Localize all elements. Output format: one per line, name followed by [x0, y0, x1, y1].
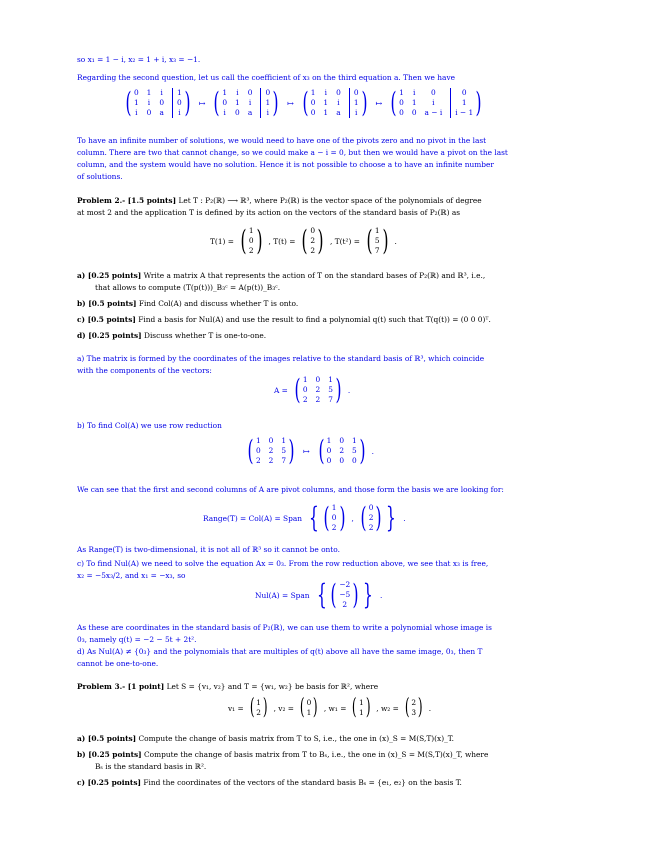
matrix-entry: i	[248, 98, 252, 107]
paragraph-line: column. There are two that cannot change, so we could make a − i = 0, but then we would have a pivot on the last	[77, 148, 508, 157]
matrix-entry: 0	[222, 98, 228, 107]
question-text: that allows to compute (T(p(t)))_B₃ᶜ = A(p(t))_B₃ᶜ.	[95, 283, 281, 292]
matrix-entry: 0	[310, 98, 316, 107]
equation-label: , T(t) =	[268, 236, 296, 246]
question-label: b) [0.5 points]	[77, 299, 137, 308]
answer-line: b) To find Col(A) we use row reduction	[77, 421, 222, 430]
vector-entry: 5	[374, 236, 380, 245]
question-label: a) [0.5 points]	[77, 734, 137, 743]
matrix-entry: 1	[260, 98, 270, 108]
matrix-entry: a − i	[424, 108, 443, 117]
vector-entry: 2	[248, 246, 254, 255]
equation-label: Nul(A) = Span	[255, 590, 310, 600]
matrix-entry: 0	[133, 88, 139, 97]
column-vector: ( 0 2 2 )	[360, 501, 382, 534]
matrix-a: ( 1 0 1 0 2 5 2 2 7 )	[294, 373, 342, 406]
vector-entry: 1	[331, 503, 337, 512]
col-a-row-reduction: ( 1 0 1 0 2 5 2 2 7 ) ↦ ( 1 0 1 0 2 5 0 0 0 ) .	[244, 436, 374, 466]
matrix-entry: i	[135, 108, 138, 117]
question-label: a) [0.25 points]	[77, 271, 142, 280]
second-question-intro: Regarding the second question, let us call the coefficient of x₃ on the third equation a. Then we have	[77, 73, 455, 82]
matrix-entry: 1	[255, 436, 261, 445]
augmented-matrix: ( 1 i 0 0 0 1 i 1 i 0 a i )	[213, 86, 279, 119]
column-vector: ( 0 2 2 )	[301, 224, 324, 257]
matrix-entry: 0	[411, 108, 417, 117]
augmented-matrix: ( 1 i 0 0 0 1 i 1 0 1 a i )	[302, 86, 368, 119]
answer-line: We can see that the first and second columns of A are pivot columns, and those form the basis we are looking for:	[77, 485, 504, 494]
vector-entry: 2	[256, 708, 261, 717]
matrix-entry: 0	[326, 446, 332, 455]
matrix-entry: 0	[310, 108, 316, 117]
matrix-entry: 1	[323, 108, 329, 117]
paragraph-line: To have an infinite number of solutions, we would need to have one of the pivots zero and no pivot in the last	[77, 136, 487, 145]
answer-line: a) The matrix is formed by the coordinates of the images relative to the standard basis of ℝ³, which coincide	[77, 354, 485, 363]
equation-label: , w₂ =	[376, 703, 399, 713]
question-label: c) [0.5 points]	[77, 315, 136, 324]
equation-label: T(1) =	[210, 236, 234, 246]
problem-2-title: Problem 2.- [1.5 points]	[77, 196, 177, 205]
answer-line: As these are coordinates in the standard basis of P₂(ℝ), we can use them to write a polynomial whose image is	[77, 623, 492, 632]
matrix-entry: 0	[255, 446, 261, 455]
question-label: b) [0.25 points]	[77, 750, 142, 759]
matrix-entry: 1	[222, 88, 228, 97]
matrix-entry: 1	[349, 98, 359, 108]
augmented-row-reduction	[122, 88, 485, 118]
matrix-entry: 5	[352, 446, 357, 455]
equation-label: A =	[274, 385, 288, 395]
answer-line: with the components of the vectors:	[77, 366, 212, 375]
matrix-entry: 0	[326, 456, 332, 465]
question-text: Discuss whether T is one-to-one.	[141, 331, 267, 340]
matrix-entry: i	[432, 98, 435, 107]
matrix-entry: 0	[431, 88, 436, 97]
question-text: Compute the change of basis matrix from T to S, i.e., the one in (x)_S = M(S,T)(x)_T.	[136, 734, 454, 743]
matrix-entry: 2	[268, 446, 274, 455]
matrix-entry: 2	[315, 395, 321, 404]
question-text: Compute the change of basis matrix from T to Bₛ, i.e., the one in (x)_S = M(S,T)(x)_T, where	[141, 750, 489, 759]
statement-text: at most 2 and the application T is defined by its action on the vectors of the standard basis of P₂(ℝ) as	[77, 208, 461, 217]
matrix-entry: 1	[399, 88, 404, 97]
matrix-entry: 1	[310, 88, 316, 97]
matrix-entry: a	[336, 108, 341, 117]
matrix-entry: 1	[133, 98, 139, 107]
matrix-entry: 0	[399, 108, 404, 117]
vector-entry: 1	[256, 698, 261, 707]
augmented-matrix: ( 0 1 i 1 1 i 0 0 i 0 a i )	[125, 86, 191, 119]
matrix-entry: 0	[159, 98, 165, 107]
matrix-entry: i	[260, 108, 270, 118]
problem-2-statement	[77, 196, 577, 206]
statement-text: Let S = {v₁, v₂} and T = {w₁, w₂} be basis for ℝ², where	[164, 682, 379, 691]
question-label: d) [0.25 points]	[77, 331, 142, 340]
matrix-entry: 1	[302, 375, 308, 384]
vector-entry: 2	[342, 600, 348, 609]
matrix-entry: i	[236, 88, 239, 97]
matrix-entry: 0	[450, 88, 473, 98]
column-vector: ( 1 2 )	[249, 695, 268, 720]
vector-entry: −2	[339, 580, 351, 589]
vector-entry: 1	[358, 708, 364, 717]
vector-entry: 1	[358, 698, 364, 707]
matrix-entry: i	[172, 108, 182, 118]
matrix-entry: 2	[339, 446, 345, 455]
matrix-entry: 0	[247, 88, 253, 97]
matrix-entry: a	[247, 108, 253, 117]
matrix-a-equation: A = ( 1 0 1 0 2 5 2 2 7 ) .	[274, 373, 351, 406]
vector-entry: 3	[411, 708, 417, 717]
matrix-entry: 7	[328, 395, 333, 404]
question-text: Find Col(A) and discuss whether T is onto.	[136, 299, 299, 308]
matrix-entry: 5	[281, 446, 287, 455]
question-text: Find a basis for Nul(A) and use the result to find a polynomial q(t) such that T(q(t)) = (0 0 0)ᵀ.	[135, 315, 491, 324]
matrix-entry: i	[412, 88, 416, 97]
column-vector: ( 2 3 )	[404, 695, 423, 720]
matrix-entry: 1	[235, 98, 240, 107]
matrix-entry: 7	[281, 456, 287, 465]
vector-entry: 2	[368, 513, 374, 522]
question-b	[77, 750, 577, 760]
paragraph-line: column, and the system would have no solution. Hence it is not possible to choose a to have an infinite number	[77, 160, 494, 169]
question-text: Find the coordinates of the vectors of the standard basis Bₛ = {e₁, e₂} on the basis T.	[141, 778, 462, 787]
column-vector: ( 1 0 2 )	[323, 501, 345, 534]
question-a	[77, 734, 577, 744]
equation-label: , v₂ =	[273, 703, 294, 713]
answer-line: x₂ = −5x₃/2, and x₁ = −x₃, so	[77, 571, 186, 580]
problem-3-statement	[77, 682, 577, 692]
matrix-entry: i	[223, 108, 226, 117]
maps-to-arrow: ↦	[287, 98, 294, 108]
question-d	[77, 331, 577, 341]
matrix-entry: 1	[411, 98, 417, 107]
matrix-entry: 0	[260, 88, 270, 98]
problem-3-title: Problem 3.- [1 point]	[77, 682, 165, 691]
answer-line: As Range(T) is two-dimensional, it is not all of ℝ³ so it cannot be onto.	[77, 545, 340, 554]
matrix-entry: a	[159, 108, 164, 117]
vector-entry: 0	[306, 698, 312, 707]
matrix-entry: 5	[328, 385, 333, 394]
equation-end: .	[394, 236, 397, 246]
equation-label: Range(T) = Col(A) = Span	[203, 513, 303, 523]
matrix-entry: 1	[146, 88, 152, 97]
equation-end: .	[428, 703, 432, 713]
maps-to-arrow: ↦	[375, 98, 383, 108]
column-vector: ( 1 1 )	[352, 695, 371, 720]
question-a	[77, 271, 577, 281]
statement-text: Let T : P₂(ℝ) ⟶ ℝ³, where P₂(ℝ) is the vector space of the polynomials of degree	[176, 196, 482, 205]
matrix-entry: 0	[339, 436, 345, 445]
question-text: Write a matrix A that represents the action of T on the standard bases of P₂(ℝ) and ℝ³, i.e.,	[141, 271, 486, 280]
equation-label: v₁ =	[228, 703, 244, 713]
vector-entry: 2	[331, 523, 337, 532]
matrix-entry: i	[324, 88, 327, 97]
matrix-entry: 0	[352, 456, 357, 465]
question-text: Bₛ is the standard basis in ℝ².	[95, 762, 207, 771]
solution-line: so x₁ = 1 − i, x₂ = 1 + i, x₃ = −1.	[77, 55, 201, 64]
matrix-entry: 0	[315, 375, 321, 384]
vector-entry: 0	[310, 226, 316, 235]
augmented-matrix: ( 1 i 0 0 0 1 i 1 0 0 a − i i − 1 )	[390, 86, 482, 119]
maps-to-arrow: ↦	[302, 446, 310, 456]
vector-entry: 1	[306, 708, 312, 717]
answer-line: 0₃, namely q(t) = −2 − 5t + 2t².	[77, 635, 197, 644]
matrix-entry: i	[337, 98, 340, 107]
question-b	[77, 299, 577, 309]
matrix-entry: 2	[315, 385, 321, 394]
matrix: ( 1 0 1 0 2 5 2 2 7 )	[247, 434, 295, 467]
matrix-entry: 0	[302, 385, 308, 394]
matrix-entry: 2	[302, 395, 308, 404]
answer-line: c) To find Nul(A) we need to solve the equation Ax = 0₃. From the row reduction above, we see that x₃ is free,	[77, 559, 489, 568]
matrix-entry: 2	[268, 456, 274, 465]
null-space-equation: Nul(A) = Span { ( −2 −5 2 ) } .	[255, 578, 383, 611]
column-vector: ( 1 0 2 )	[240, 224, 263, 257]
matrix-entry: 1	[172, 88, 182, 98]
question-c	[77, 778, 577, 788]
paragraph-line: of solutions.	[77, 172, 123, 181]
vector-entry: 2	[310, 236, 316, 245]
matrix-entry: 1	[328, 375, 333, 384]
matrix-entry: 2	[255, 456, 261, 465]
maps-to-arrow: ↦	[198, 98, 206, 108]
vector-entry: −5	[339, 590, 351, 599]
matrix-entry: 0	[339, 456, 345, 465]
vector-entry: 0	[331, 513, 337, 522]
column-vector: ( 1 5 7 )	[366, 224, 389, 257]
matrix: ( 1 0 1 0 2 5 0 0 0 )	[318, 434, 366, 467]
matrix-entry: 0	[349, 88, 359, 98]
matrix-entry: 0	[336, 88, 341, 97]
equation-label: , T(t²) =	[330, 236, 360, 246]
matrix-entry: 0	[172, 98, 182, 108]
vector-entry: 1	[374, 226, 380, 235]
matrix-entry: 1	[352, 436, 357, 445]
vector-entry: 2	[411, 698, 417, 707]
question-c	[77, 315, 577, 325]
question-label: c) [0.25 points]	[77, 778, 141, 787]
column-vector: ( 0 1 )	[299, 695, 318, 720]
matrix-entry: 1	[450, 98, 473, 108]
matrix-entry: 0	[146, 108, 152, 117]
range-equation: Range(T) = Col(A) = Span { ( 1 0 2 ) , ( 0 2 2 ) } .	[203, 501, 406, 534]
vector-entry: 1	[248, 226, 254, 235]
matrix-entry: 0	[268, 436, 274, 445]
vector-entry: 2	[368, 523, 374, 532]
vector-entry: 0	[248, 236, 254, 245]
column-vector: ( −2 −5 2 )	[330, 578, 359, 611]
matrix-entry: 1	[323, 98, 329, 107]
vector-entry: 7	[374, 246, 380, 255]
vector-entry: 0	[368, 503, 374, 512]
matrix-entry: i	[349, 108, 359, 118]
matrix-entry: 0	[235, 108, 240, 117]
answer-line: d) As Nul(A) ≠ {0₃} and the polynomials that are multiples of q(t) above all have the same image, 0₃, then T	[77, 647, 483, 656]
matrix-entry: i	[160, 88, 163, 97]
answer-line: cannot be one-to-one.	[77, 659, 159, 668]
vector-entry: 2	[310, 246, 316, 255]
matrix-entry: i	[147, 98, 151, 107]
basis-vectors	[228, 697, 431, 719]
matrix-entry: 1	[281, 436, 287, 445]
transformation-definition	[210, 226, 397, 256]
equation-label: , w₁ =	[323, 703, 347, 713]
matrix-entry: 1	[326, 436, 332, 445]
matrix-entry: i − 1	[450, 108, 473, 118]
matrix-entry: 0	[399, 98, 404, 107]
